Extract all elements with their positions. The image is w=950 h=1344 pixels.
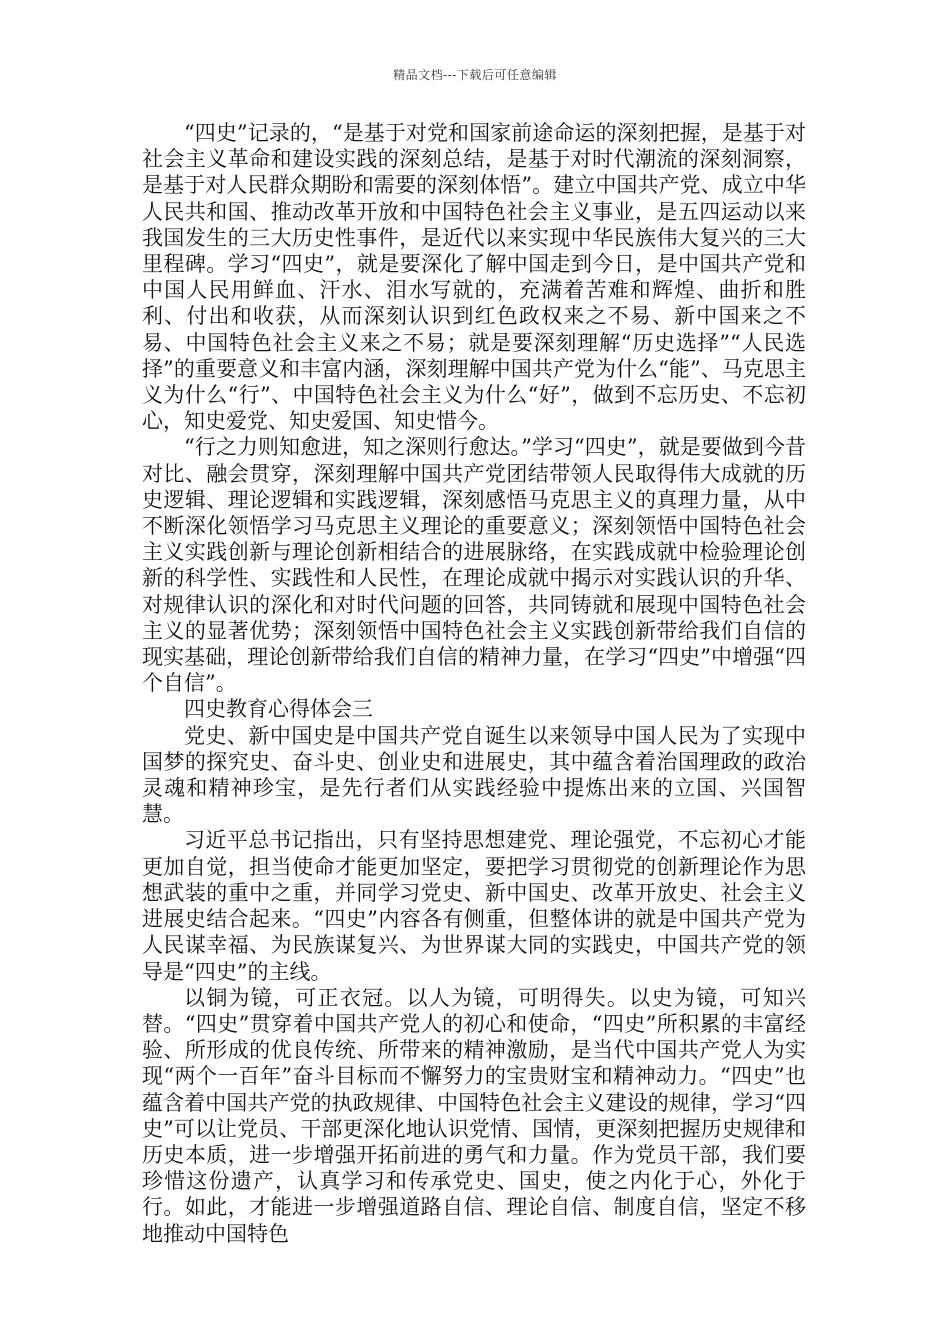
paragraph-5: 以铜为镜，可正衣冠。以人为镜，可明得失。以史为镜，可知兴替。“四史”贯穿着中国共产党人的初心和使命，“四史”所积累的丰富经验、所形成的优良传统、所带来的精神激励，是当代中国共产党人为实现“两个一百年”奋斗目标而不懈努力的宝贵财宝和精神动力。“四史”也蕴含着中国共产党的执政规律、中国特色社会主义建设的规律，学习“四史”可以让党员、干部更深化地认识党情、国情，更深刻把握历史规律和历史本质，进一步增强开拓前进的勇气和力量。作为党员干部，我们要珍惜这份遗产，认真学习和传承党史、国史，使之内化于心，外化于行。如此，才能进一步增强道路自信、理论自信、制度自信，坚定不移地推动中国特色 [142, 985, 806, 1246]
page-header: 精品文档---下载后可任意编辑 [393, 68, 557, 82]
paragraph-3: 党史、新中国史是中国共产党自诞生以来领导中国人民为了实现中国梦的探究史、奋斗史、创业史和进展史，其中蕴含着治国理政的政治灵魂和精神珍宝，是先行者们从实践经验中提炼出来的立国、兴国智慧。 [142, 723, 806, 827]
paragraph-2: “行之力则知愈进，知之深则行愈达。”学习“四史”，就是要做到今昔对比、融会贯穿，深刻理解中国共产党团结带领人民取得伟大成就的历史逻辑、理论逻辑和实践逻辑，深刻感悟马克思主义的真理力量，从中不断深化领悟学习马克思主义理论的重要意义；深刻领悟中国特色社会主义实践创新与理论创新相结合的进展脉络，在实践成就中检验理论创新的科学性、实践性和人民性，在理论成就中揭示对实践认识的升华、对规律认识的深化和对时代问题的回答，共同铸就和展现中国特色社会主义的显著优势；深刻领悟中国特色社会主义实践创新带给我们自信的现实基础，理论创新带给我们自信的精神力量，在学习“四史”中增强“四个自信”。 [142, 435, 806, 696]
paragraph-4: 习近平总书记指出，只有坚持思想建党、理论强党，不忘初心才能更加自觉，担当使命才能更加坚定，要把学习贯彻党的创新理论作为思想武装的重中之重，并同学习党史、新中国史、改革开放史、社会主义进展史结合起来。“四史”内容各有侧重，但整体讲的就是中国共产党为人民谋幸福、为民族谋复兴、为世界谋大同的实践史，中国共产党的领导是“四史”的主线。 [142, 828, 806, 984]
section-title: 四史教育心得体会三 [184, 697, 373, 722]
document-body [142, 120, 806, 1247]
paragraph-1: “四史”记录的，“是基于对党和国家前途命运的深刻把握，是基于对社会主义革命和建设实践的深刻总结，是基于对时代潮流的深刻洞察，是基于对人民群众期盼和需要的深刻体悟”。建立中国共产党、成立中华人民共和国、推动改革开放和中国特色社会主义事业，是五四运动以来我国发生的三大历史性事件，是近代以来实现中华民族伟大复兴的三大里程碑。学习“四史”，就是要深化了解中国走到今日，是中国共产党和中国人民用鲜血、汗水、泪水写就的，充满着苦难和辉煌、曲折和胜利、付出和收获，从而深刻认识到红色政权来之不易、新中国来之不易、中国特色社会主义来之不易；就是要深刻理解“历史选择”“人民选择”的重要意义和丰富内涵，深刻理解中国共产党为什么“能”、马克思主义为什么“行”、中国特色社会主义为什么“好”，做到不忘历史、不忘初心，知史爱党、知史爱国、知史惜今。 [142, 121, 806, 434]
